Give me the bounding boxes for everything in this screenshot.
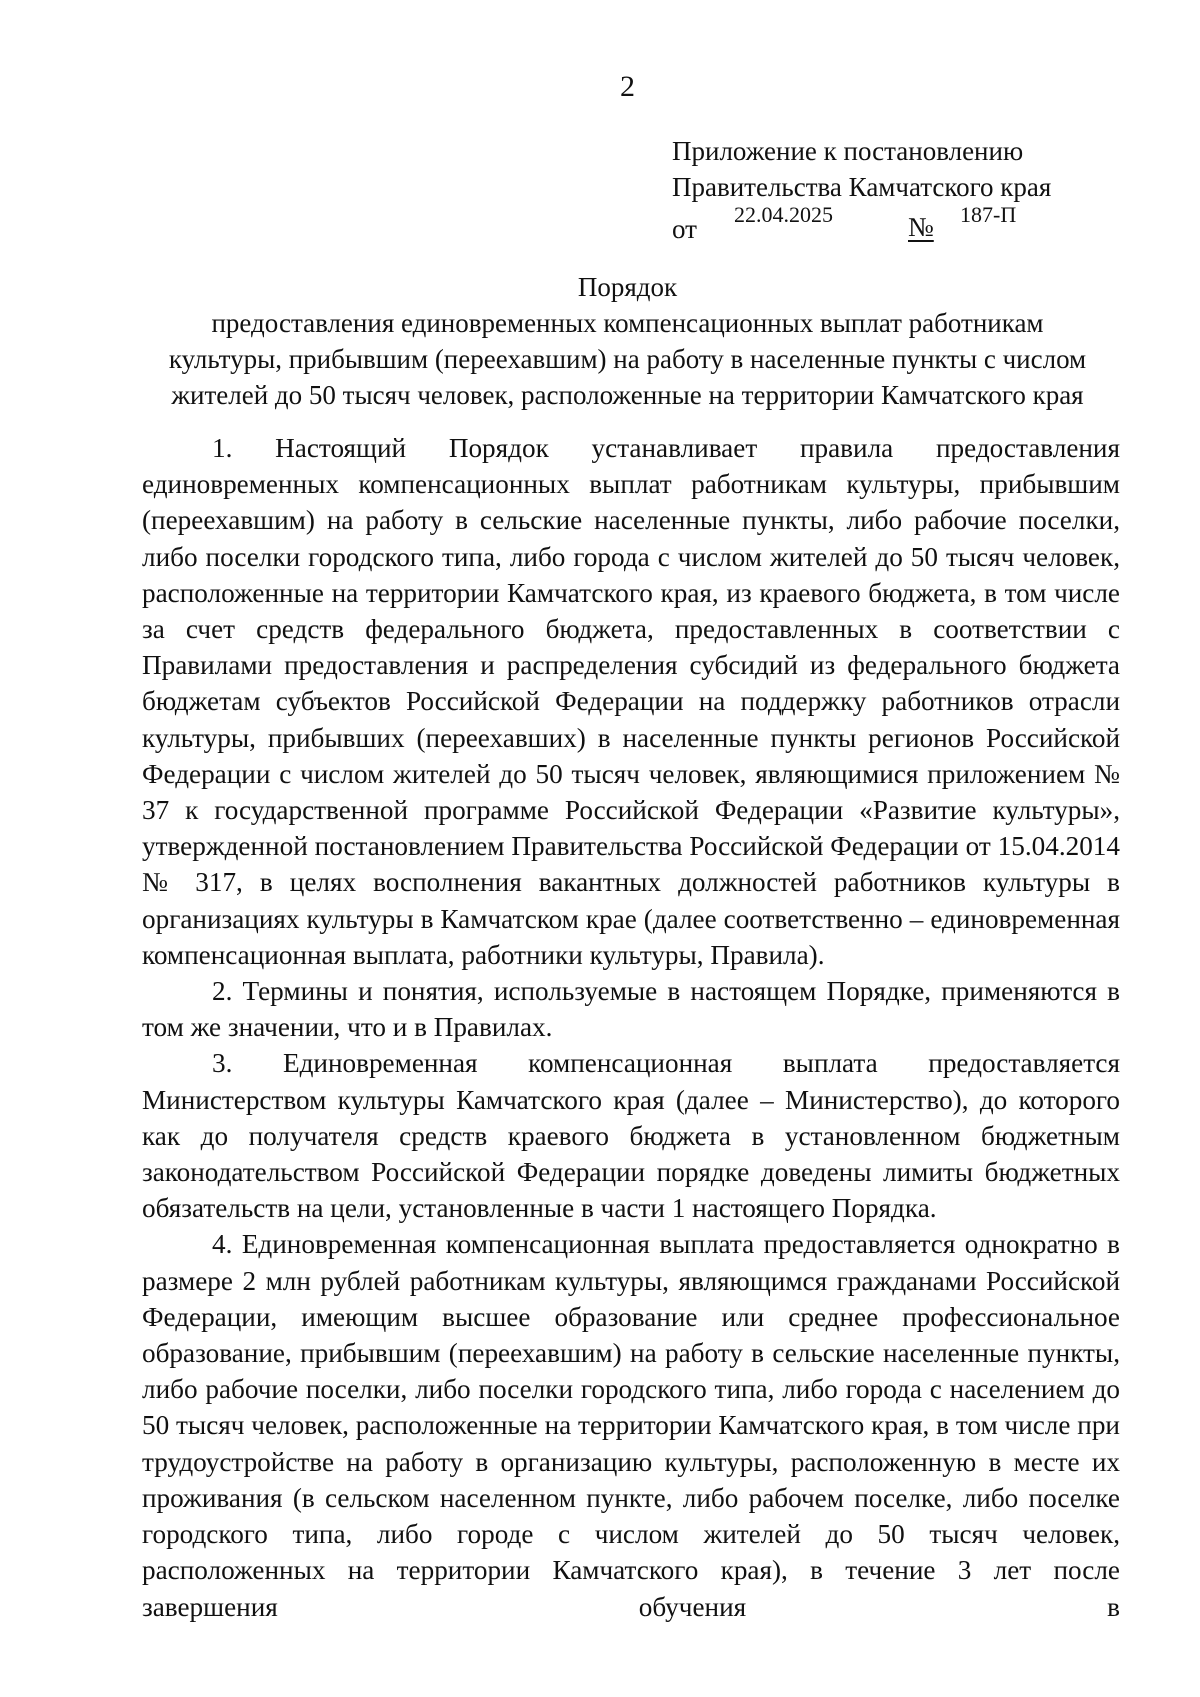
page-number: 2 (620, 70, 635, 103)
document-number: 187-П (960, 202, 1017, 227)
appendix-line-1: Приложение к постановлению (672, 136, 1024, 166)
title-heading: Порядок (577, 272, 678, 302)
date-label: от (672, 214, 697, 244)
paragraph-2: 2. Термины и понятия, используемые в настоящем Порядке, применяются в том же значении, что и в Правилах. (142, 976, 1120, 1043)
appendix-date-row (672, 202, 1051, 244)
paragraph-4: 4. Единовременная компенсационная выплата предоставляется однократно в размере 2 млн рублей работникам культуры, являющимся гражданами Российской Федерации, имеющим высшее образование или среднее профессиональное образование, прибывшим (переехавшим) на работу в сельские населенные пункты, либо рабочие поселки, либо поселки городского типа, либо города с населением до 50 тысяч человек, расположенные на территории Камчатского края, в том числе при трудоустройстве на работу в организацию культуры, расположенную в месте их проживания (в сельском населенном пункте, либо рабочем поселке, либо поселке городского типа, либо городе с числом жителей до 50 тысяч человек, расположенных на территории Камчатского края), в течение 3 лет после завершения обучения в (142, 1229, 1120, 1622)
document-title (0, 269, 1200, 413)
title-line-2: культуры, прибывшим (переехавшим) на работу в населенные пункты с числом (168, 344, 1087, 374)
title-line-1: предоставления единовременных компенсационных выплат работникам (211, 308, 1044, 338)
title-line-3: жителей до 50 тысяч человек, расположенные на территории Камчатского края (171, 380, 1084, 410)
paragraph-1: 1. Настоящий Порядок устанавливает правила предоставления единовременных компенсационных выплат работникам культуры, прибывшим (переехавшим) на работу в сельские населенные пункты, либо рабочие поселки, либо поселки городского типа, либо города с числом жителей до 50 тысяч человек, расположенные на территории Камчатского края, из краевого бюджета, в том числе за счет средств федерального бюджета, предоставленных в соответствии с Правилами предоставления и распределения субсидий из федерального бюджета бюджетам субъектов Российской Федерации на поддержку работников отрасли культуры, прибывших (переехавших) в населенные пункты регионов Российской Федерации с числом жителей до 50 тысяч человек, являющимися приложением № 37 к государственной программе Российской Федерации «Развитие культуры», утвержденной постановлением Правительства Российской Федерации от 15.04.2014 № 317, в целях восполнения вакантных должностей работников культуры в организациях культуры в Камчатском крае (далее соответственно – единовременная компенсационная выплата, работники культуры, Правила). (142, 433, 1120, 970)
paragraph-3: 3. Единовременная компенсационная выплата предоставляется Министерством культуры Камчатского края (далее – Министерство), до которого как до получателя средств краевого бюджета в установленном бюджетным законодательством Российской Федерации порядке доведены лимиты бюджетных обязательств на цели, установленные в части 1 настоящего Порядка. (142, 1048, 1120, 1224)
document-body (142, 430, 1120, 1625)
number-label: № (908, 212, 934, 242)
document-date: 22.04.2025 (734, 202, 833, 227)
appendix-header (672, 133, 1052, 244)
appendix-line-2: Правительства Камчатского края (672, 172, 1052, 202)
